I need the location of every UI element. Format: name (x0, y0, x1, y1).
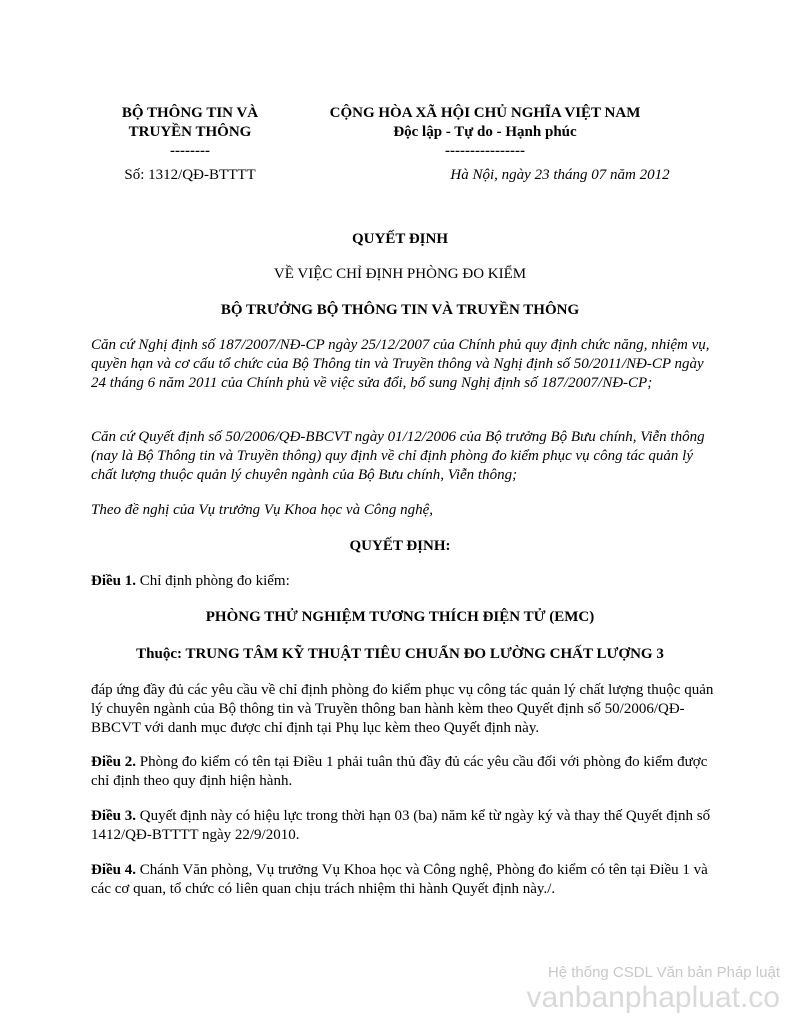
article-4-label: Điều 4. (91, 862, 136, 878)
lab-name: PHÒNG THỬ NGHIỆM TƯƠNG THÍCH ĐIỆN TỬ (EMC) (205, 609, 595, 625)
country-name: CỘNG HÒA XÃ HỘI CHỦ NGHĨA VIỆT NAM (329, 105, 641, 121)
issuing-authority: BỘ TRƯỞNG BỘ THÔNG TIN VÀ TRUYỀN THÔNG (220, 302, 580, 318)
article-3-text: Quyết định này có hiệu lực trong thời hạn 03 (ba) năm kể từ ngày ký và thay thế Quyết định số 1412/QĐ-BTTTT ngày 22/9/2010. (91, 808, 711, 843)
article-1-body: đáp ứng đầy đủ các yêu cầu về chỉ định phòng đo kiểm phục vụ công tác quản lý chất lượng thuộc quản lý chuyên ngành của Bộ thông tin và Truyền thông ban hành kèm theo Quyết định số 50/2006/QĐ-BBCVT với danh mục được chỉ định tại Phụ lục kèm theo Quyết định này. (91, 682, 714, 736)
preamble-proposal: Theo đề nghị của Vụ trưởng Vụ Khoa học và Công nghệ, (91, 502, 433, 518)
article-3-label: Điều 3. (91, 808, 136, 824)
article-1-text: Chỉ định phòng đo kiểm: (136, 573, 290, 589)
article-3 (91, 807, 721, 845)
ministry-name-line1: BỘ THÔNG TIN VÀ (121, 105, 259, 121)
decision-heading: QUYẾT ĐỊNH: (349, 538, 451, 554)
article-2 (91, 753, 721, 791)
watermark-site: vanbanphapluat.co (526, 981, 780, 1014)
lab-parent-organization: Thuộc: TRUNG TÂM KỸ THUẬT TIÊU CHUẨN ĐO LƯỜNG CHẤT LƯỢNG 3 (136, 646, 664, 662)
article-1-label: Điều 1. (91, 573, 136, 589)
ministry-divider: -------- (170, 143, 210, 159)
article-2-label: Điều 2. (91, 754, 136, 770)
document-type: QUYẾT ĐỊNH (352, 231, 448, 247)
document-subject: VỀ VIỆC CHỈ ĐỊNH PHÒNG ĐO KIỂM (273, 266, 527, 282)
document-number: Số: 1312/QĐ-BTTTT (124, 167, 256, 183)
article-4 (91, 861, 721, 899)
national-header (290, 104, 680, 161)
preamble-basis-1: Căn cứ Nghị định số 187/2007/NĐ-CP ngày 25/12/2007 của Chính phủ quy định chức năng, nhiệm vụ, quyền hạn và cơ cấu tổ chức của Bộ Thông tin và Truyền thông và Nghị định số 50/2011/NĐ-CP ngày 24 tháng 6 năm 2011 của Chính phủ về việc sửa đổi, bổ sung Nghị định số 187/2007/NĐ-CP; (91, 337, 710, 391)
ministry-block (85, 104, 295, 161)
ministry-name-line2: TRUYỀN THÔNG (128, 124, 252, 140)
article-2-text: Phòng đo kiểm có tên tại Điều 1 phải tuân thủ đầy đủ các yêu cầu đối với phòng đo kiểm được chỉ định theo quy định hiện hành. (91, 754, 708, 789)
national-motto: Độc lập - Tự do - Hạnh phúc (393, 124, 577, 140)
preamble-basis-2: Căn cứ Quyết định số 50/2006/QĐ-BBCVT ngày 01/12/2006 của Bộ trưởng Bộ Bưu chính, Viễn thông (nay là Bộ Thông tin và Truyền thông) quy định về chỉ định phòng đo kiểm phục vụ công tác quản lý chất lượng thuộc quản lý chuyên ngành của Bộ Bưu chính, Viễn thông; (91, 429, 705, 483)
motto-divider: ---------------- (445, 143, 525, 159)
place-date: Hà Nội, ngày 23 tháng 07 năm 2012 (450, 167, 670, 183)
article-4-text: Chánh Văn phòng, Vụ trưởng Vụ Khoa học và Công nghệ, Phòng đo kiểm có tên tại Điều 1 và các cơ quan, tổ chức có liên quan chịu trách nhiệm thi hành Quyết định này./. (91, 862, 708, 897)
watermark-caption: Hệ thống CSDL Văn bản Pháp luật (547, 964, 780, 981)
article-1-intro (91, 572, 721, 591)
